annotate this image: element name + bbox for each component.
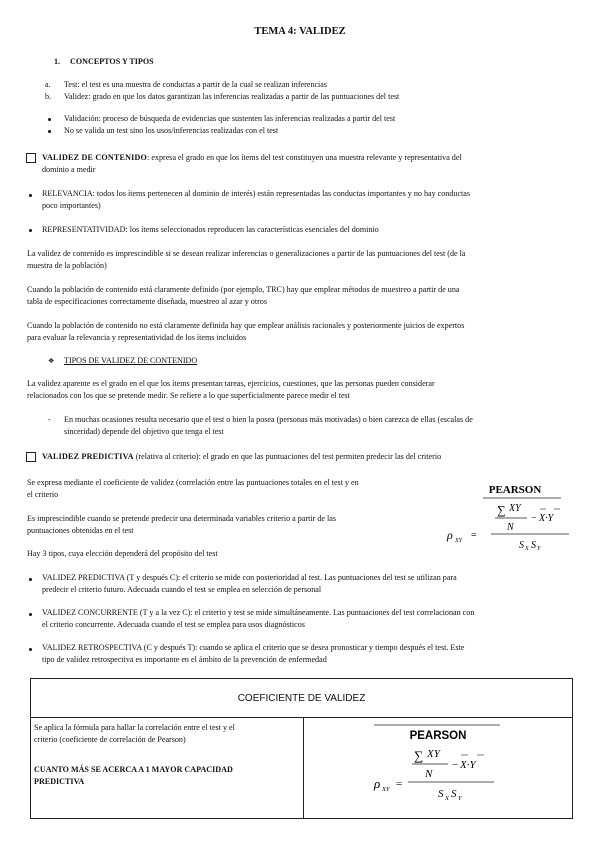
formula-xbar-y: X·Y xyxy=(539,513,554,524)
formula-heading: PEARSON xyxy=(409,730,467,742)
list-item: Validación: proceso de búsqueda de evidencias que sustenten las inferencias realizadas a partir del test xyxy=(64,114,396,123)
box-text-line2: criterio (coeficiente de correlación de Pearson) xyxy=(34,735,186,744)
paragraph: el criterio xyxy=(27,490,59,499)
paragraph: Hay 3 tipos, cuya elección dependerá del propósito del test xyxy=(27,549,218,558)
section-number: 1. xyxy=(54,57,61,66)
table-heading: COEFICIENTE DE VALIDEZ xyxy=(31,679,573,718)
paragraph: La validez aparente es el grado en el que los ítems presentan tareas, ejercicios, cuestiones, que las personas pueden considerar xyxy=(27,379,435,388)
representatividad-text: REPRESENTATIVIDAD: los ítems seleccionados reproducen las características esenciales del dominio xyxy=(42,225,379,234)
box-bold-line1: CUANTO MÁS SE ACERCA A 1 MAYOR CAPACIDAD xyxy=(34,765,233,774)
bullet-icon xyxy=(48,130,51,133)
table-cell-formula xyxy=(304,718,573,819)
section-heading: CONCEPTOS Y TIPOS xyxy=(70,57,154,66)
diamond-bullet-icon: ❖ xyxy=(48,357,55,365)
list-marker: a. xyxy=(45,80,51,89)
predictiva-text: (relativa al criterio): el grado en que las puntuaciones del test permiten predecir las del criterio xyxy=(133,452,442,461)
relevancia-line1: RELEVANCIA: todos los ítems pertenecen al dominio de interés) están representadas las conductas importantes y no hay conductas xyxy=(42,189,471,198)
box-text-line1: Se aplica la fórmula para hallar la correlación entre el test y el xyxy=(34,723,235,732)
pearson-formula xyxy=(372,722,502,809)
formula-sx-sub: X xyxy=(525,546,529,552)
formula-sy-sub: Y xyxy=(458,795,462,802)
tipo-line2: el criterio concurrente. Adecuada cuando el test se emplea para usos diagnósticos xyxy=(42,620,305,629)
tipo-line2: predecir el criterio futuro. Adecuada cuando el test se emplea en selección de personal xyxy=(42,585,322,594)
formula-heading: PEARSON xyxy=(488,484,542,496)
paragraph: Se expresa mediante el coeficiente de validez (correlación entre las puntuaciones totales en el test y en xyxy=(27,478,359,487)
paragraph: muestra de la población) xyxy=(27,261,107,270)
formula-xy: XY xyxy=(509,503,521,514)
formula-rho: ρ xyxy=(447,528,453,542)
formula-minus: − xyxy=(531,513,537,524)
coeficiente-table xyxy=(30,678,573,819)
formula-n: N xyxy=(425,768,433,780)
pearson-formula xyxy=(445,478,575,553)
tipo-line1: VALIDEZ PREDICTIVA (T y después C): el criterio se mide con posterioridad al test. Las puntuaciones del test se utilizan para xyxy=(42,573,457,582)
bullet-icon xyxy=(29,194,32,197)
bullet-icon xyxy=(48,118,51,121)
formula-xy: XY xyxy=(427,748,440,760)
tipo-line2: tipo de validez retrospectiva es importante en el ámbito de la prevención de enfermedad xyxy=(42,655,327,664)
contenido-label: VALIDEZ DE CONTENIDO xyxy=(42,153,148,162)
paragraph: puntuaciones obtenidas en el test xyxy=(27,526,134,535)
table-cell-text xyxy=(31,718,304,819)
paragraph: relacionados con los que se pretende medir. Se refiere a lo que superficialmente parece medir el test xyxy=(27,391,350,400)
paragraph: para evaluar la relevancia y representatividad de los ítems incluidos xyxy=(27,333,247,342)
paragraph: La validez de contenido es imprescindible si se desean realizar inferencias o generalizaciones a partir de las puntuaciones del test (de la xyxy=(27,249,466,258)
bullet-icon xyxy=(29,578,32,581)
checkbox-icon xyxy=(26,153,36,163)
list-item: No se valida un test sino los usos/inferencias realizadas con el test xyxy=(64,126,279,135)
formula-xbar-y: X·Y xyxy=(460,759,476,771)
dash-marker: - xyxy=(48,415,51,424)
formula-minus: − xyxy=(452,759,459,771)
checkbox-icon xyxy=(26,452,36,462)
paragraph: tabla de especificaciones correctamente diseñada, muestreo al azar y otros xyxy=(27,297,267,306)
box-bold-line2: PREDICTIVA xyxy=(34,777,85,786)
bullet-icon xyxy=(29,613,32,616)
formula-n: N xyxy=(507,522,514,533)
bullet-icon xyxy=(29,648,32,651)
formula-sub: XY xyxy=(455,538,463,544)
formula-eq: = xyxy=(471,530,477,541)
predictiva-label: VALIDEZ PREDICTIVA xyxy=(42,452,134,461)
tipo-line1: VALIDEZ RETROSPECTIVA (C y después T): cuando se aplica el criterio que se desea pronosticar y tiempo después el test. Este xyxy=(42,643,465,652)
formula-sum: ∑ xyxy=(497,503,506,517)
contenido-line2: dominio a medir xyxy=(42,165,96,174)
contenido-text: : expresa el grado en que los ítems del test constituyen una muestra relevante y representativa del xyxy=(147,153,462,162)
dash-item-line1: En muchas ocasiones resulta necesario que el test o bien la posea (personas más motivadas) o bien carezca de ellas (escalas de xyxy=(64,415,473,424)
formula-sy-sub: Y xyxy=(537,546,541,552)
subsection-heading: TIPOS DE VALIDEZ DE CONTENIDO xyxy=(64,356,198,365)
formula-sx: S xyxy=(519,540,524,551)
formula-rho: ρ xyxy=(374,776,381,791)
formula-sub: XY xyxy=(382,786,390,793)
formula-sy: S xyxy=(531,540,536,551)
formula-eq: = xyxy=(396,778,403,790)
contenido-line1 xyxy=(42,152,462,164)
tipo-line1: VALIDEZ CONCURRENTE (T y a la vez C): el criterio y test se mide simultáneamente. Las puntuaciones del test correlacionan con xyxy=(42,608,475,617)
formula-sum: ∑ xyxy=(414,748,424,763)
bullet-icon xyxy=(29,229,32,232)
list-item: Test: el test es una muestra de conductas a partir de la cual se realizan inferencias xyxy=(64,80,328,89)
relevancia-line2: poco importantes) xyxy=(42,201,101,210)
predictiva-line xyxy=(42,451,441,463)
formula-sx-sub: X xyxy=(445,795,449,802)
dash-item-line2: sinceridad) depende del objetivo que tenga el test xyxy=(64,427,224,436)
formula-sy: S xyxy=(451,788,457,800)
formula-sx: S xyxy=(438,788,444,800)
page-title: TEMA 4: VALIDEZ xyxy=(254,26,346,37)
list-item: Validez: grado en que los datos garantizan las inferencias realizadas a partir de las puntuaciones del test xyxy=(64,92,400,101)
paragraph: Cuando la población de contenido está claramente definido (por ejemplo, TRC) hay que emplear métodos de muestreo a partir de una xyxy=(27,285,460,294)
paragraph: Es imprescindible cuando se pretende predecir una determinada variables criterio a partir de las xyxy=(27,514,337,523)
list-marker: b. xyxy=(45,92,52,101)
paragraph: Cuando la población de contenido no está claramente definida hay que emplear análisis racionales y posteriormente juicios de expertos xyxy=(27,321,465,330)
